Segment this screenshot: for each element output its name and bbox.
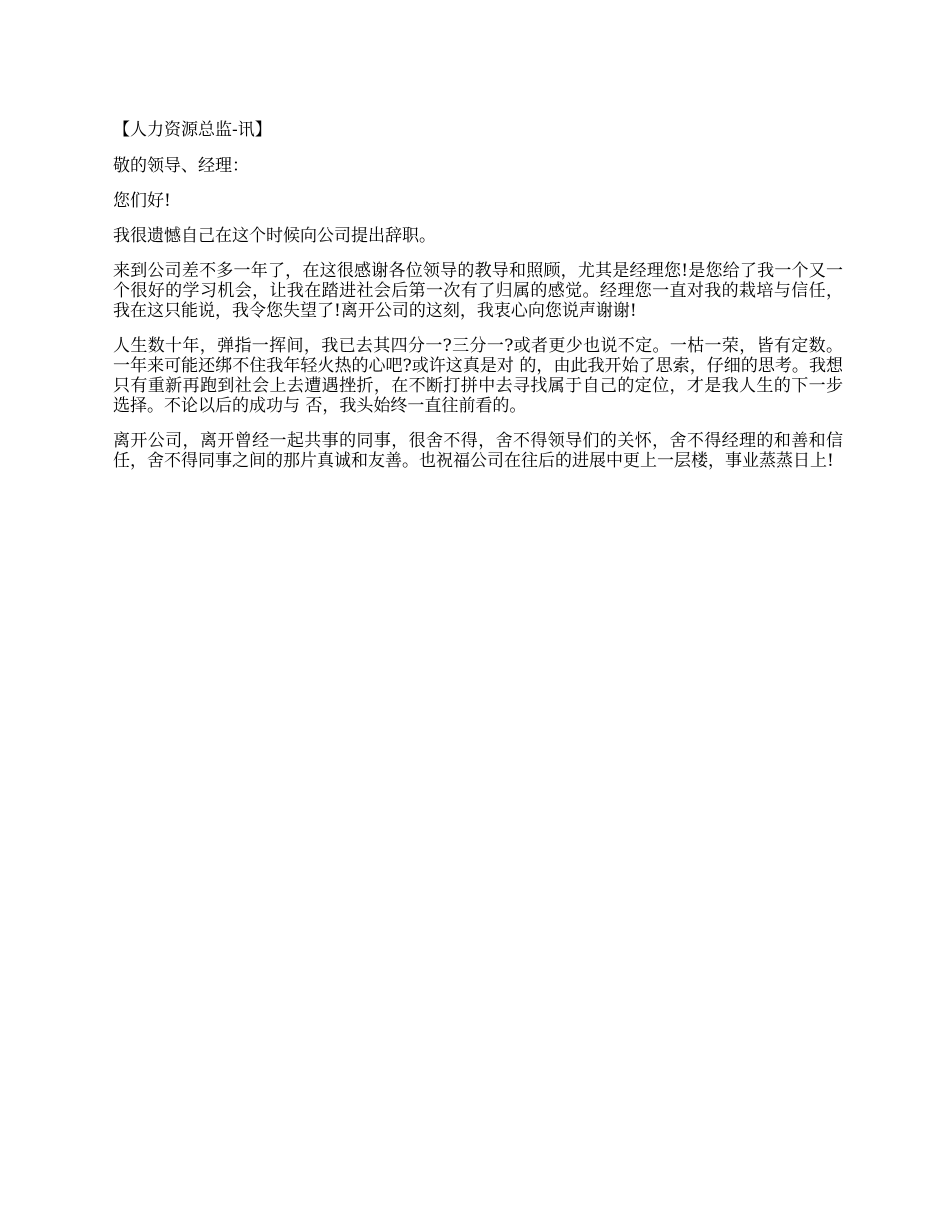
document-title: 【人力资源总监-讯】 [113, 120, 272, 140]
document-body [113, 120, 843, 486]
paragraph-intro: 我很遗憾自己在这个时候向公司提出辞职。 [113, 226, 436, 246]
greeting: 您们好! [113, 191, 171, 211]
paragraph-reflection: 人生数十年，弹指一挥间，我已去其四分一?三分一?或者更少也说不定。一枯一荣，皆有定数。一年来可能还绑不住我年轻火热的心吧?或许这真是对 的，由此我开始了思索，仔细的思考。我想只有重新再跑到社会上去遭遇挫折，在不断打拼中去寻找属于自己的定位，才是我人生的下一步选择。不论以后的成功与 否，我头始终一直往前看的。 [113, 336, 843, 416]
paragraph-gratitude: 来到公司差不多一年了，在这很感谢各位领导的教导和照顾，尤其是经理您!是您给了我一个又一个很好的学习机会，让我在踏进社会后第一次有了归属的感觉。经理您一直对我的栽培与信任，我在这只能说，我令您失望了!离开公司的这刻，我衷心向您说声谢谢! [113, 261, 843, 321]
salutation: 敬的领导、经理： [113, 156, 249, 176]
paragraph-farewell: 离开公司，离开曾经一起共事的同事，很舍不得，舍不得领导们的关怀，舍不得经理的和善和信任，舍不得同事之间的那片真诚和友善。也祝福公司在往后的进展中更上一层楼，事业蒸蒸日上! [113, 431, 843, 471]
